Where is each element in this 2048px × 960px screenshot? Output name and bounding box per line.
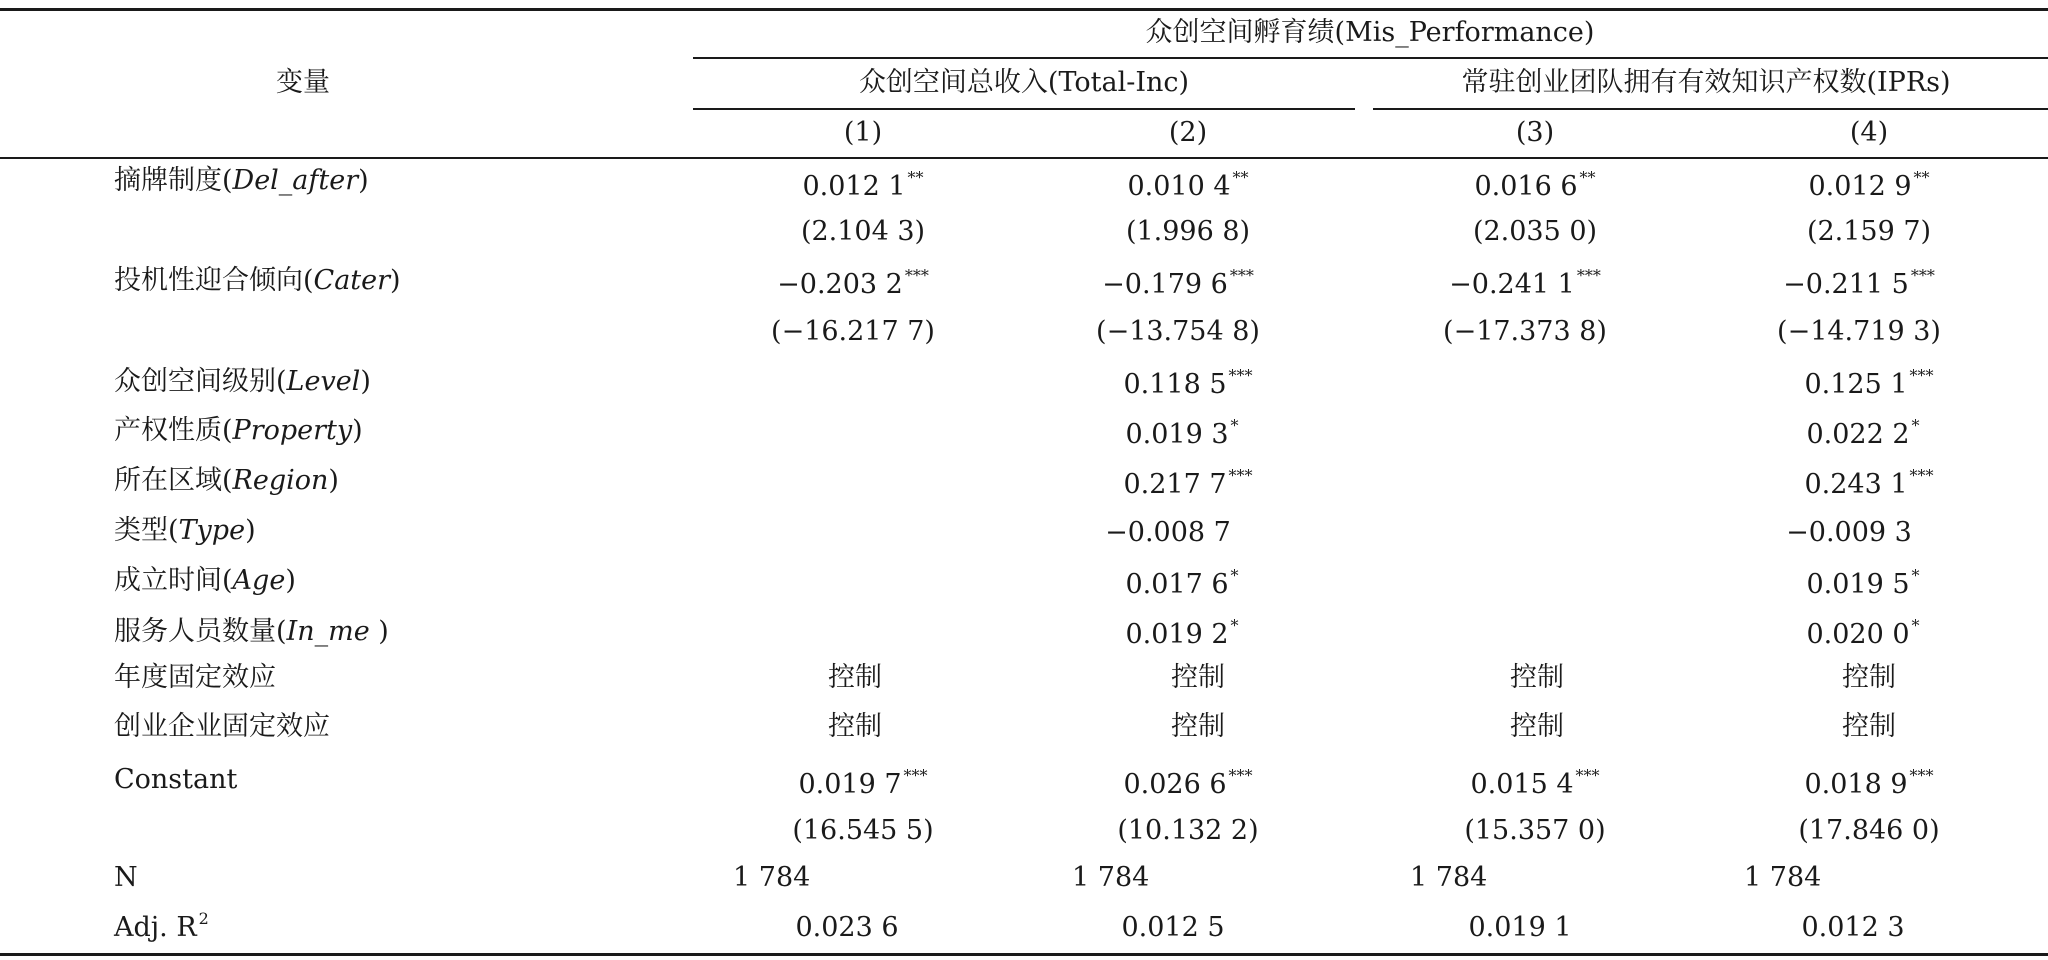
group-rule bbox=[693, 57, 2048, 59]
header-sub-left: 众创空间总收入(Total-Inc) bbox=[858, 67, 1190, 98]
header-group: 众创空间孵育绩(Mis_Performance) bbox=[1145, 17, 1595, 48]
row-label-level: 众创空间级别(Level) bbox=[114, 366, 371, 397]
subgroup-rule-right bbox=[1373, 108, 2048, 110]
row-label-year-fe: 年度固定效应 bbox=[114, 662, 276, 693]
tstat-cater-2: (−13.754 8) bbox=[1096, 316, 1260, 347]
n-2: 1 784 bbox=[1072, 862, 1150, 893]
n-1: 1 784 bbox=[733, 862, 811, 893]
coef-del-after-1: 0.012 1 ** bbox=[802, 168, 924, 202]
coef-level-4: 0.125 1 *** bbox=[1804, 366, 1934, 400]
row-label-cater: 投机性迎合倾向(Cater) bbox=[114, 265, 401, 296]
coef-region-2: 0.217 7 *** bbox=[1123, 466, 1253, 500]
header-col-1: (1) bbox=[843, 117, 883, 148]
coef-property-4: 0.022 2 * bbox=[1806, 416, 1920, 450]
year-fe-3: 控制 bbox=[1510, 662, 1564, 693]
coef-cater-1: −0.203 2 *** bbox=[777, 266, 929, 300]
coef-property-2: 0.019 3 * bbox=[1125, 416, 1239, 450]
top-rule bbox=[0, 8, 2048, 11]
tstat-del-after-3: (2.035 0) bbox=[1472, 216, 1598, 247]
row-label-region: 所在区域(Region) bbox=[114, 465, 339, 496]
coef-region-4: 0.243 1 *** bbox=[1804, 466, 1934, 500]
row-label-in-me: 服务人员数量(In_me ) bbox=[114, 616, 389, 647]
tstat-del-after-4: (2.159 7) bbox=[1806, 216, 1932, 247]
coef-cater-4: −0.211 5 *** bbox=[1783, 266, 1935, 300]
n-3: 1 784 bbox=[1410, 862, 1488, 893]
coef-cater-2: −0.179 6 *** bbox=[1102, 266, 1254, 300]
coef-age-4: 0.019 5 * bbox=[1806, 566, 1920, 600]
row-label-adj-r2: Adj. R $^2$ bbox=[114, 909, 209, 943]
row-label-constant: Constant bbox=[114, 764, 238, 795]
row-label-age: 成立时间(Age) bbox=[114, 565, 296, 596]
tstat-del-after-2: (1.996 8) bbox=[1125, 216, 1251, 247]
coef-constant-4: 0.018 9 *** bbox=[1804, 766, 1934, 800]
tstat-constant-4: (17.846 0) bbox=[1798, 815, 1940, 846]
coef-cater-3: −0.241 1 *** bbox=[1449, 266, 1601, 300]
coef-type-4: −0.009 3 bbox=[1786, 517, 1912, 548]
bottom-rule bbox=[0, 953, 2048, 956]
firm-fe-1: 控制 bbox=[828, 711, 882, 742]
tstat-cater-4: (−14.719 3) bbox=[1777, 316, 1941, 347]
coef-type-2: −0.008 7 bbox=[1105, 517, 1231, 548]
subgroup-rule-left bbox=[693, 108, 1355, 110]
tstat-cater-3: (−17.373 8) bbox=[1443, 316, 1607, 347]
coef-del-after-3: 0.016 6 ** bbox=[1474, 168, 1596, 202]
coef-constant-3: 0.015 4 *** bbox=[1470, 766, 1600, 800]
row-label-n: N bbox=[114, 862, 138, 893]
adj-r2-4: 0.012 3 bbox=[1801, 912, 1905, 943]
coef-constant-1: 0.019 7 *** bbox=[798, 766, 928, 800]
firm-fe-3: 控制 bbox=[1510, 711, 1564, 742]
adj-r2-3: 0.019 1 bbox=[1468, 912, 1572, 943]
tstat-constant-3: (15.357 0) bbox=[1464, 815, 1606, 846]
tstat-cater-1: (−16.217 7) bbox=[771, 316, 935, 347]
adj-r2-2: 0.012 5 bbox=[1121, 912, 1225, 943]
header-col-4: (4) bbox=[1849, 117, 1889, 148]
header-sub-right: 常驻创业团队拥有有效知识产权数(IPRs) bbox=[1461, 67, 1951, 98]
firm-fe-4: 控制 bbox=[1842, 711, 1896, 742]
coef-del-after-2: 0.010 4 ** bbox=[1127, 168, 1249, 202]
coef-in-me-2: 0.019 2 * bbox=[1125, 616, 1239, 650]
row-label-del-after: 摘牌制度(Del_after) bbox=[114, 165, 369, 196]
year-fe-1: 控制 bbox=[828, 662, 882, 693]
header-variable: 变量 bbox=[276, 67, 330, 98]
header-rule bbox=[0, 157, 2048, 159]
row-label-firm-fe: 创业企业固定效应 bbox=[114, 711, 330, 742]
header-col-2: (2) bbox=[1168, 117, 1208, 148]
n-4: 1 784 bbox=[1744, 862, 1822, 893]
row-label-type: 类型(Type) bbox=[114, 515, 256, 546]
firm-fe-2: 控制 bbox=[1171, 711, 1225, 742]
coef-age-2: 0.017 6 * bbox=[1125, 566, 1239, 600]
year-fe-2: 控制 bbox=[1171, 662, 1225, 693]
coef-del-after-4: 0.012 9 ** bbox=[1808, 168, 1930, 202]
coef-constant-2: 0.026 6 *** bbox=[1123, 766, 1253, 800]
tstat-constant-1: (16.545 5) bbox=[792, 815, 934, 846]
row-label-property: 产权性质(Property) bbox=[114, 415, 363, 446]
adj-r2-1: 0.023 6 bbox=[795, 912, 899, 943]
coef-in-me-4: 0.020 0 * bbox=[1806, 616, 1920, 650]
tstat-del-after-1: (2.104 3) bbox=[800, 216, 926, 247]
tstat-constant-2: (10.132 2) bbox=[1117, 815, 1259, 846]
year-fe-4: 控制 bbox=[1842, 662, 1896, 693]
header-col-3: (3) bbox=[1515, 117, 1555, 148]
coef-level-2: 0.118 5 *** bbox=[1123, 366, 1253, 400]
